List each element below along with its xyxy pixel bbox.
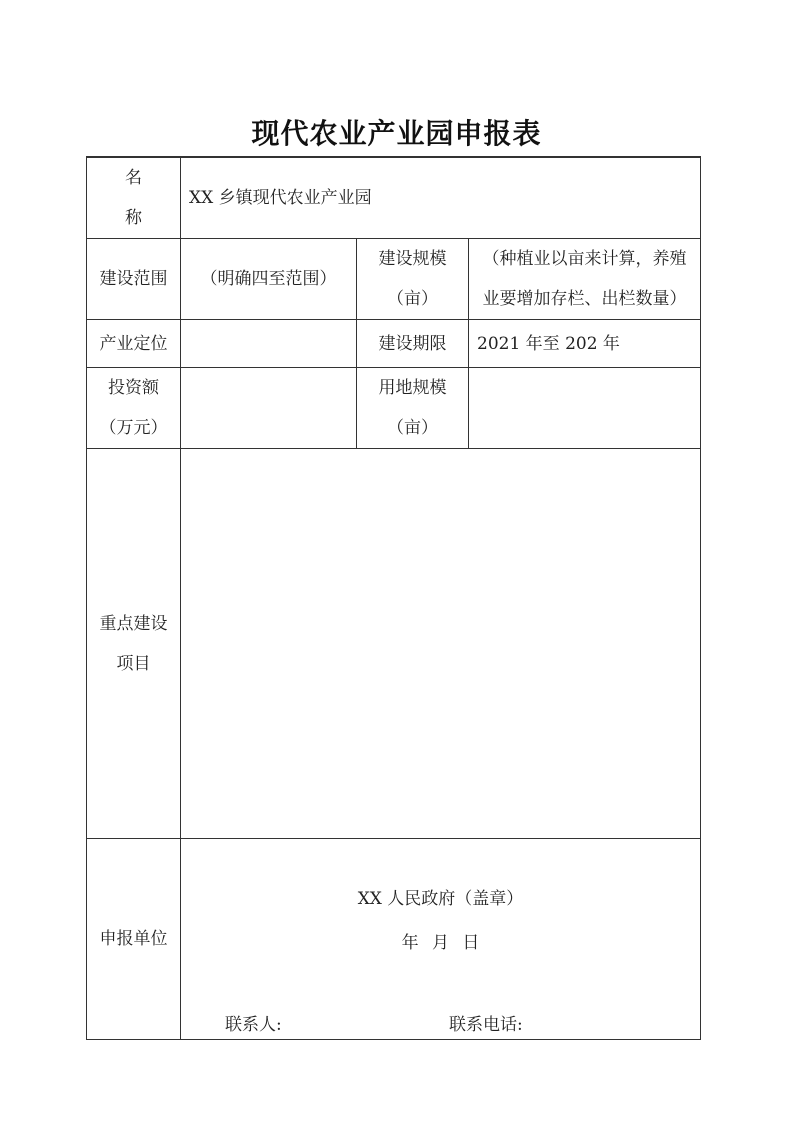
government-seal-text: XX 人民政府（盖章） [357, 889, 524, 909]
row-positioning-period [87, 320, 701, 368]
signature-date: 年 月 日 [401, 933, 480, 953]
row-scope-scale [87, 239, 701, 320]
name-label: 名称 [87, 157, 181, 239]
scale-label-line1: 建设规模 [378, 249, 447, 269]
scale-value[interactable] [469, 239, 701, 320]
land-label [357, 368, 469, 449]
investment-label [87, 368, 181, 449]
scale-label-line2: （亩） [387, 289, 438, 309]
land-value[interactable] [469, 368, 701, 449]
application-form-table [86, 156, 701, 1040]
scale-value-line2: 业要增加存栏、出栏数量） [482, 289, 687, 309]
contact-person-label: 联系人: [225, 1015, 282, 1035]
row-name [87, 157, 701, 239]
projects-label-line2: 项目 [116, 653, 151, 674]
period-value[interactable]: 2021 年至 202 年 [469, 320, 701, 368]
period-label: 建设期限 [357, 320, 469, 368]
row-key-projects [87, 449, 701, 839]
land-label-line1: 用地规模 [378, 378, 447, 398]
projects-value[interactable] [181, 449, 701, 839]
projects-label-line1: 重点建设 [99, 613, 168, 634]
name-value[interactable]: XX 乡镇现代农业产业园 [181, 157, 701, 239]
applicant-label: 申报单位 [87, 839, 181, 1040]
positioning-value[interactable] [181, 320, 357, 368]
projects-label [87, 449, 181, 839]
contact-phone-label: 联系电话: [449, 1015, 523, 1035]
scale-label [357, 239, 469, 320]
scope-label: 建设范围 [87, 239, 181, 320]
row-investment-land [87, 368, 701, 449]
applicant-signature-cell[interactable] [181, 839, 701, 1040]
row-applicant [87, 839, 701, 1040]
positioning-label: 产业定位 [87, 320, 181, 368]
scope-value[interactable]: （明确四至范围） [181, 239, 357, 320]
investment-label-line1: 投资额 [108, 378, 159, 398]
investment-value[interactable] [181, 368, 357, 449]
land-label-line2: （亩） [387, 418, 438, 438]
investment-label-line2: （万元） [99, 418, 168, 438]
scale-value-line1: （种植业以亩来计算，养殖 [482, 249, 687, 269]
page-title: 现代农业产业园申报表 [251, 117, 542, 150]
